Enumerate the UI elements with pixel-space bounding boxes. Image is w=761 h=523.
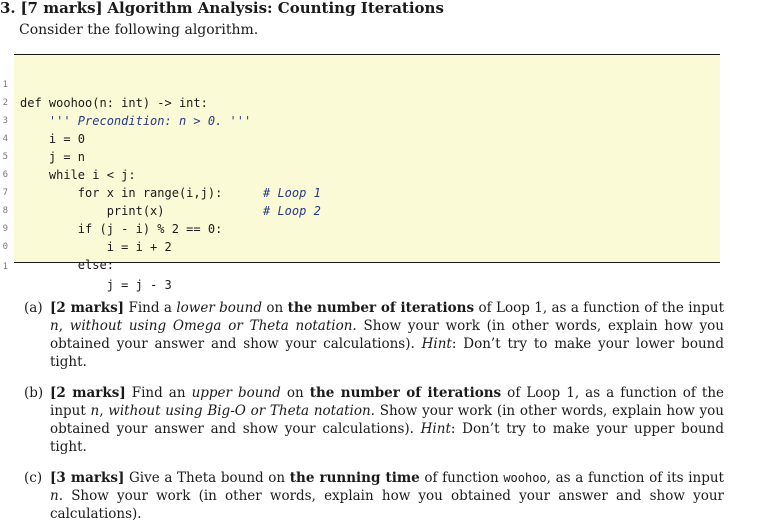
question-marks: [7 marks] (20, 0, 103, 17)
hint-label: Hint (421, 336, 452, 352)
line-number: 4 (2, 134, 8, 144)
part-marks: [2 marks] (50, 385, 126, 401)
part-label: (c) (24, 470, 43, 486)
text-run: , as a function of its input (546, 470, 724, 486)
text-run: lower bound (176, 300, 262, 316)
text-run: of Loop 1, as a function of the input (50, 385, 725, 419)
loop-comment: # Loop 1 (263, 186, 321, 200)
question-intro: Consider the following algorithm. (19, 22, 259, 38)
part-label: (a) (24, 300, 43, 316)
part-label: (b) (24, 385, 44, 401)
line-number: 3 (2, 116, 8, 126)
line-number: 6 (2, 170, 8, 180)
text-run: without using Big-O or Theta notation. (108, 403, 375, 419)
code-line (2, 58, 720, 110)
loop-comment: # Loop 2 (263, 204, 321, 218)
text-run: , (99, 403, 104, 419)
text-run: Give a Theta bound on (124, 470, 290, 486)
part-text (50, 469, 724, 523)
text-run: . (58, 488, 63, 504)
code-text: def woohoo(n: int) -> int: (20, 96, 208, 110)
code-text: if (j - i) % 2 == 0: (20, 222, 223, 236)
text-run: the running time (289, 470, 420, 486)
text-run: on (261, 300, 288, 316)
code-text: i = 0 (20, 132, 86, 146)
code-text: for x in range(i,j): (20, 186, 223, 200)
line-number: 5 (2, 152, 8, 162)
code-block (2, 54, 720, 292)
part-a (24, 299, 724, 371)
text-run: of Loop 1, as a function of the input (474, 300, 724, 316)
text-run: Find a (124, 300, 177, 316)
code-text: print(x) (20, 204, 165, 218)
text-run: without using Omega or Theta notation. (69, 318, 357, 334)
line-number: 0 (2, 242, 8, 252)
math-var: n (50, 488, 59, 504)
text-run: Show your work (in other words, explain how you obtained your answer and show your calculations). (50, 318, 725, 352)
line-number: 7 (2, 188, 8, 198)
part-c (24, 469, 724, 523)
code-text: i = i + 2 (20, 240, 172, 254)
text-run: of function (419, 470, 504, 486)
question-number: 3. (0, 0, 16, 17)
text-run: : Don’t try to make your lower bound tight. (50, 336, 724, 370)
line-number: 2 (2, 98, 8, 108)
text-run: Find an (125, 385, 192, 401)
math-var: n (50, 318, 59, 334)
part-text (50, 299, 724, 371)
code-text: j = j - 3 (20, 278, 172, 292)
code-text: else: (20, 258, 114, 272)
part-marks: [3 marks] (50, 470, 125, 486)
text-run: the number of iterations (287, 300, 475, 316)
part-marks: [2 marks] (50, 300, 125, 316)
question-header (0, 0, 444, 17)
line-number: 9 (2, 224, 8, 234)
line-number: 8 (2, 206, 8, 216)
text-run: Show your work (in other words, explain how you obtained your answer and show your calculations). (50, 488, 725, 522)
math-var: n (90, 403, 100, 419)
question-title: Algorithm Analysis: Counting Iterations (107, 0, 444, 17)
part-text (50, 384, 724, 456)
text-run: : Don’t try to make your upper bound tight. (50, 421, 724, 455)
code-text: j = n (20, 150, 86, 164)
text-run: , (58, 318, 63, 334)
line-number: 1 (2, 262, 8, 272)
text-run: on (280, 385, 310, 401)
function-name: woohoo (503, 471, 547, 485)
docstring-text: ''' Precondition: n > 0. ''' (20, 114, 252, 128)
text-run: Show your work (in other words, explain how you obtained your answer and show your calculations). (50, 403, 724, 437)
part-b (24, 384, 724, 456)
line-number: 1 (2, 80, 8, 90)
code-text: while i < j: (20, 168, 136, 182)
text-run: the number of iterations (309, 385, 502, 401)
text-run: upper bound (191, 385, 281, 401)
hint-label: Hint (420, 421, 451, 437)
